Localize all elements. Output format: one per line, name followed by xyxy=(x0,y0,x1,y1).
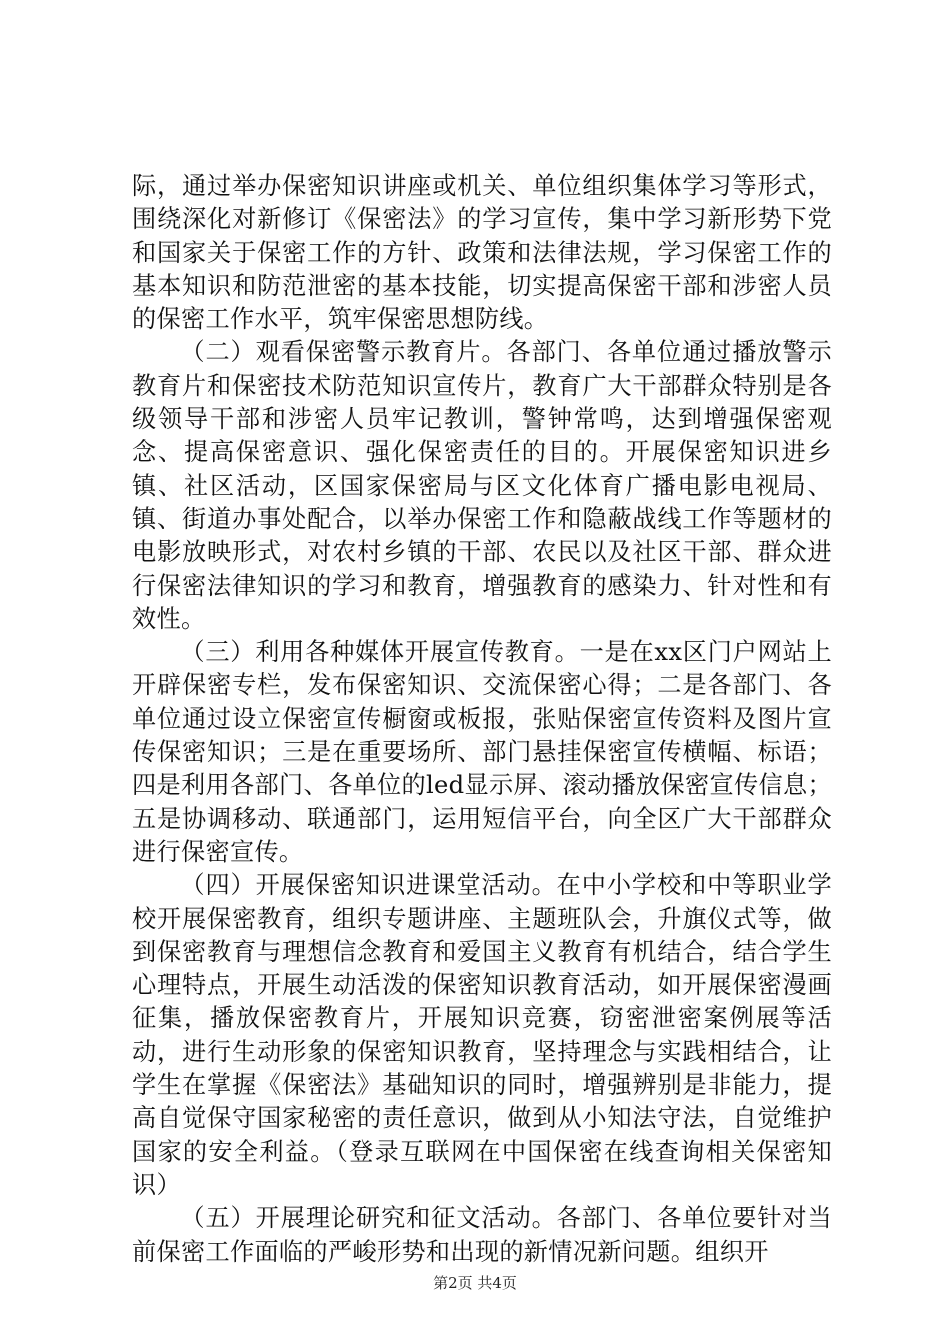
paragraph-5: （五）开展理论研究和征文活动。各部门、各单位要针对当前保密工作面临的严峻形势和出现的新情况新问题。组织开 xyxy=(132,1204,832,1266)
document-body xyxy=(132,170,832,1269)
paragraph-2: （二）观看保密警示教育片。各部门、各单位通过播放警示教育片和保密技术防范知识宣传片，教育广大干部群众特别是各级领导干部和涉密人员牢记教训，警钟常鸣，达到增强保密观念、提高保密意识、强化保密责任的目的。开展保密知识进乡镇、社区活动，区国家保密局与区文化体育广播电影电视局、镇、街道办事处配合，以举办保密工作和隐蔽战线工作等题材的电影放映形式，对农村乡镇的干部、农民以及社区干部、群众进行保密法律知识的学习和教育，增强教育的感染力、针对性和有效性。 xyxy=(132,338,832,633)
paragraph-1: 际，通过举办保密知识讲座或机关、单位组织集体学习等形式，围绕深化对新修订《保密法》的学习宣传，集中学习新形势下党和国家关于保密工作的方针、政策和法律法规，学习保密工作的基本知识和防范泄密的基本技能，切实提高保密干部和涉密人员的保密工作水平，筑牢保密思想防线。 xyxy=(132,172,832,334)
paragraph-3: （三）利用各种媒体开展宣传教育。一是在xx区门户网站上开辟保密专栏，发布保密知识、交流保密心得；二是各部门、各单位通过设立保密宣传橱窗或板报，张贴保密宣传资料及图片宣传保密知识；三是在重要场所、部门悬挂保密宣传横幅、标语；四是利用各部门、各单位的led显示屏、滚动播放保密宣传信息；五是协调移动、联通部门，运用短信平台，向全区广大干部群众进行保密宣传。 xyxy=(132,638,832,866)
paragraph-4: （四）开展保密知识进课堂活动。在中小学校和中等职业学校开展保密教育，组织专题讲座、主题班队会，升旗仪式等，做到保密教育与理想信念教育和爱国主义教育有机结合，结合学生心理特点，开展生动活泼的保密知识教育活动，如开展保密漫画征集，播放保密教育片，开展知识竞赛，窃密泄密案例展等活动，进行生动形象的保密知识教育，坚持理念与实践相结合，让学生在掌握《保密法》基础知识的同时，增强辨别是非能力，提高自觉保守国家秘密的责任意识，做到从小知法守法，自觉维护国家的安全利益。（登录互联网在中国保密在线查询相关保密知识） xyxy=(132,871,832,1199)
page-number-footer: 第2页 共4页 xyxy=(433,1274,517,1292)
